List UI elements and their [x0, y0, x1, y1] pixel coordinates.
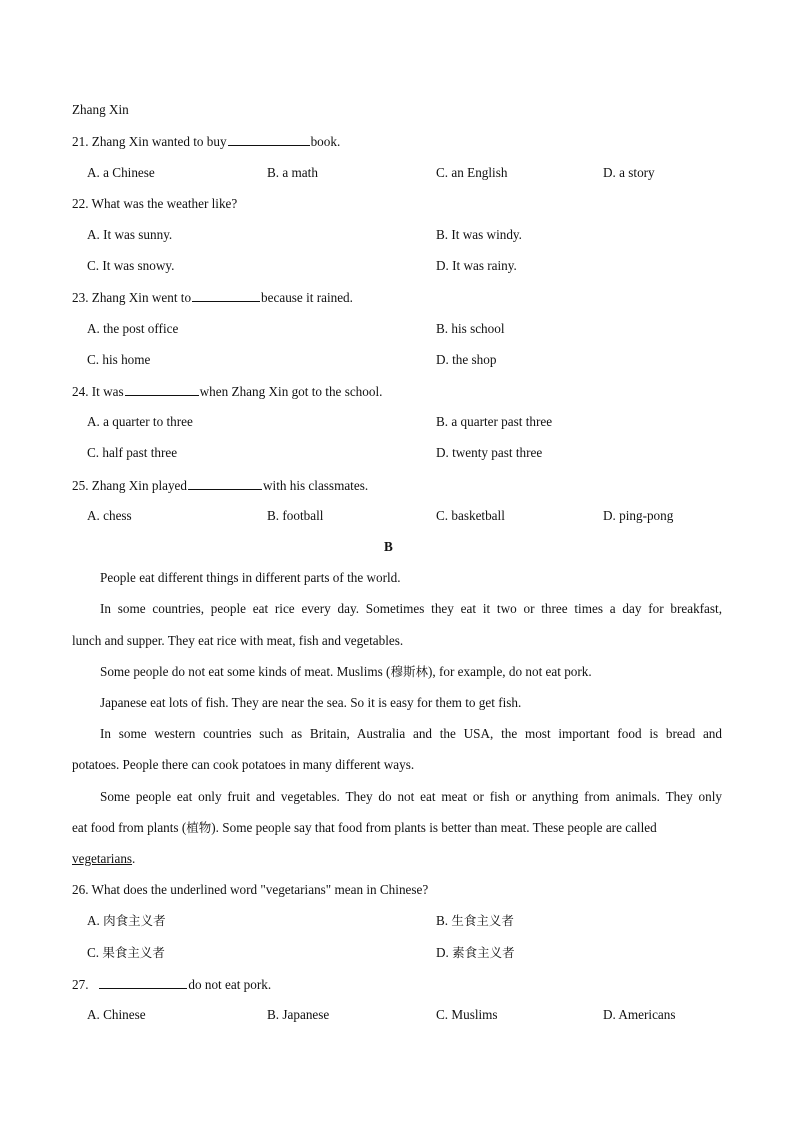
answer-blank — [125, 383, 199, 396]
option-d: D. It was rainy. — [436, 258, 517, 273]
paragraph-2-line-2: lunch and supper. They eat rice with meat, fish and vegetables. — [72, 633, 404, 648]
option-c: C. half past three — [87, 445, 178, 460]
paragraph-1: People eat different things in different parts of the world. — [100, 570, 401, 585]
paragraph-6-line-2: eat food from plants (植物). Some people say that food from plants is better than meat. These people are called — [72, 820, 657, 835]
section-title: B — [384, 539, 393, 554]
passage-name: Zhang Xin — [72, 102, 129, 117]
question-26-stem: 26. What does the underlined word "vegetarians" mean in Chinese? — [72, 882, 429, 897]
option-d: D. the shop — [436, 352, 497, 367]
option-b: B. his school — [436, 321, 505, 336]
option-c: C. an English — [436, 165, 508, 180]
paragraph-6-line-3: vegetarians. — [72, 851, 136, 866]
paragraph-6-line-1: Some people eat only fruit and vegetables. They do not eat meat or fish or anything from animals. They only — [100, 789, 722, 804]
paragraph-3: Some people do not eat some kinds of meat. Muslims (穆斯林), for example, do not eat pork. — [100, 664, 592, 679]
question-22-stem: 22. What was the weather like? — [72, 196, 238, 211]
option-d: D. Americans — [603, 1007, 676, 1022]
option-a: A. a quarter to three — [87, 414, 193, 429]
answer-blank — [228, 133, 310, 146]
answer-blank — [188, 477, 262, 490]
option-b: B. It was windy. — [436, 227, 522, 242]
question-21-stem: 21. Zhang Xin wanted to buy book. — [72, 134, 341, 149]
paragraph-4: Japanese eat lots of fish. They are near the sea. So it is easy for them to get fish. — [100, 695, 522, 710]
question-25-stem: 25. Zhang Xin played with his classmates. — [72, 478, 369, 493]
option-c: C. basketball — [436, 508, 505, 523]
question-23-stem: 23. Zhang Xin went to because it rained. — [72, 290, 353, 305]
underlined-word: vegetarians — [72, 851, 133, 866]
question-24-stem: 24. It was when Zhang Xin got to the school. — [72, 384, 383, 399]
option-a: A. Chinese — [87, 1007, 146, 1022]
option-a: A. It was sunny. — [87, 227, 173, 242]
paragraph-2-line-1: In some countries, people eat rice every day. Sometimes they eat it two or three times a day for breakfast, — [100, 601, 722, 616]
option-b: B. 生食主义者 — [436, 913, 514, 928]
option-b: B. a quarter past three — [436, 414, 553, 429]
option-d: D. twenty past three — [436, 445, 543, 460]
answer-blank — [99, 976, 187, 989]
option-a: A. chess — [87, 508, 132, 523]
option-c: C. 果食主义者 — [87, 945, 165, 960]
option-d: D. 素食主义者 — [436, 945, 515, 960]
answer-blank — [192, 289, 260, 302]
option-d: D. ping-pong — [603, 508, 674, 523]
option-a: A. the post office — [87, 321, 179, 336]
option-c: C. Muslims — [436, 1007, 498, 1022]
paragraph-5-line-1: In some western countries such as Britain, Australia and the USA, the most important food is bread and — [100, 726, 722, 741]
option-a: A. a Chinese — [87, 165, 155, 180]
option-c: C. It was snowy. — [87, 258, 175, 273]
option-c: C. his home — [87, 352, 151, 367]
option-b: B. football — [267, 508, 324, 523]
option-b: B. Japanese — [267, 1007, 330, 1022]
option-a: A. 肉食主义者 — [87, 913, 166, 928]
question-27-stem: 27. do not eat pork. — [72, 977, 272, 992]
option-d: D. a story — [603, 165, 655, 180]
option-b: B. a math — [267, 165, 318, 180]
paragraph-5-line-2: potatoes. People there can cook potatoes in many different ways. — [72, 757, 415, 772]
